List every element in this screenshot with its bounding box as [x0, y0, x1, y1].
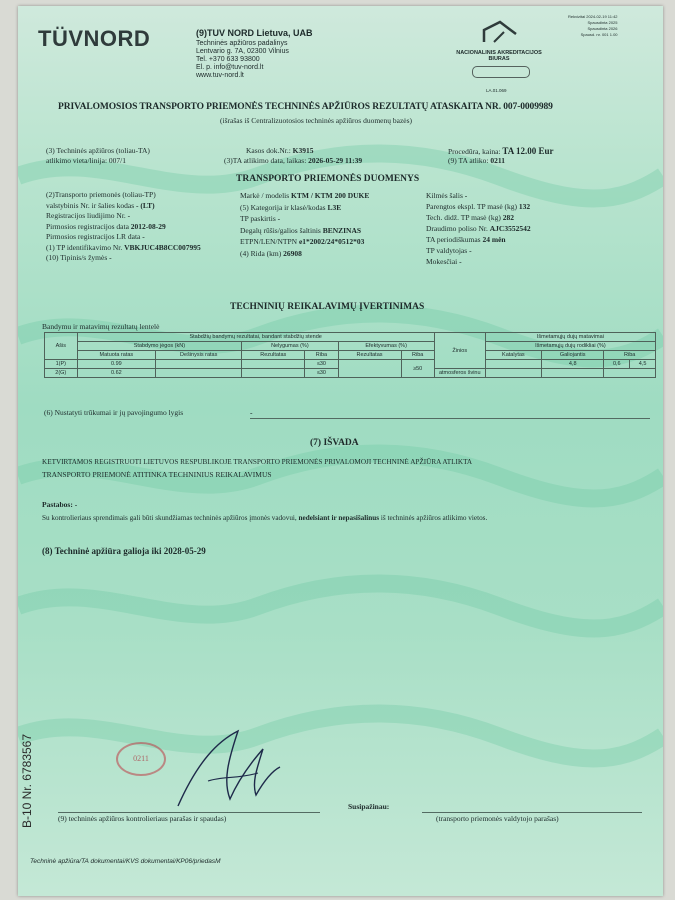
- owner-signature-line: [422, 812, 642, 813]
- issuer-line-5: www.tuv-nord.lt: [196, 72, 244, 79]
- table-row: 2(G) 0.62 ≤30 atmosferos švinu: [45, 369, 656, 378]
- inspector-id: (9) TA atliko: 0211: [448, 156, 505, 165]
- vehicle-field: (2)Transporto priemonės (toliau-TP): [46, 190, 156, 199]
- vehicle-field: (4) Rida (km) 26908: [240, 248, 302, 258]
- issuer-line-1: Techninės apžiūros padalinys: [196, 40, 288, 47]
- issuer-company: (9)TUV NORD Lietuva, UAB: [196, 28, 313, 38]
- vehicle-field: (1) TP identifikavimo Nr. VBKJUC4B8CC007995: [46, 242, 201, 252]
- accreditation-badge: [472, 66, 530, 78]
- acquainted-label: Susipažinau:: [348, 802, 390, 811]
- issuer-line-3: Tel. +370 633 93800: [196, 56, 260, 63]
- sub-unevenness: Nelygumas (%): [242, 342, 338, 351]
- conclusion-line-2: TRANSPORTO PRIEMONĖ ATITINKA TECHNINIUS REIKALAVIMUS: [42, 470, 272, 479]
- inspector-stamp: 0211: [116, 742, 166, 776]
- appeal-note: Su kontrolieriaus sprendimais gali būti skundžiamas techninės apžiūros įmonės vadovui, nedelsiant ir nepasišalinus iš techninės apžiūros atlikimo vietos.: [42, 514, 488, 522]
- defects-value: -: [250, 408, 253, 417]
- inspector-signature-caption: (9) techninės apžiūros kontrolieriaus parašas ir spaudas): [58, 814, 227, 823]
- table-row: 1(P) 0.99 ≤30 ≥50 4,8 0,6 4,5: [45, 360, 656, 369]
- vehicle-field: ETPN/LEN/NTPN e1*2002/24*0512*03: [240, 237, 365, 246]
- vehicle-field: Pirmosios registracijos data 2012-08-29: [46, 221, 166, 231]
- vehicle-middle-column: [240, 190, 369, 259]
- issuer-line-4: El. p. info@tuv-nord.lt: [196, 64, 264, 71]
- accreditation-logo-icon: [480, 20, 520, 46]
- vehicle-left-column: [46, 190, 201, 264]
- col-result: Rezultatas: [242, 351, 305, 360]
- vehicle-field: Degalų rūšis/galios šaltinis BENZINAS: [240, 225, 362, 235]
- col-axle: Ašis: [45, 333, 78, 360]
- validity: (8) Techninė apžiūra galioja iki 2028-05-29: [42, 546, 206, 556]
- vehicle-field: (10) Tipinis/s žymės -: [46, 253, 112, 262]
- vehicle-field: TP valdytojas -: [426, 246, 472, 255]
- tech-section-title: TECHNINIŲ REIKALAVIMŲ ĮVERTINIMAS: [230, 302, 425, 312]
- conclusion-line-1: KETVIRTAMOS REGISTRUOTI LIETUVOS RESPUBLIKOJE TRANSPORTO PRIEMONĖS PRIVALOMOJI TECHNINĖ APŽIŪRA ATLIKTA: [42, 458, 473, 466]
- defects-line: [250, 418, 650, 419]
- ta-label: (3) Techninės apžiūros (toliau-TA): [46, 146, 150, 155]
- col-result-2: Rezultatas: [338, 351, 401, 360]
- col-left: Dešinysis ratas: [156, 351, 242, 360]
- col-limit-2: Riba: [401, 351, 434, 360]
- measure-table-label: Bandymu ir matavimų rezultatų lentelė: [42, 322, 160, 331]
- accreditation-small-print: Rekvizitai 2024-02-19 11:42 Spausdinta 2025 Spausdinta 2026 Spausd. nr. 001 1.00: [568, 14, 618, 37]
- vehicle-field: Pirmosios registracijos LR data -: [46, 232, 145, 241]
- procedure-price: Procedūra, kaina: TA 12.00 Eur: [448, 146, 554, 156]
- measurement-table: [44, 332, 656, 378]
- report-title: PRIVALOMOSIOS TRANSPORTO PRIEMONĖS TECHNINĖS APŽIŪROS REZULTATŲ ATASKAITA NR. 007-0009989: [58, 102, 553, 112]
- vehicle-field: (5) Kategorija ir klasė/kodas L3E: [240, 202, 342, 212]
- issuer-line-2: Lentvario g. 7A, 02300 Vilnius: [196, 48, 289, 55]
- owner-signature-caption: (transporto priemonės valdytojo parašas): [436, 814, 559, 823]
- inspector-signature: [168, 721, 288, 811]
- sub-efficiency: Efektyvumas (%): [338, 342, 434, 351]
- conclusion-title: (7) IŠVADA: [310, 438, 359, 448]
- vehicle-right-column: [426, 190, 531, 267]
- col-fact: Riba: [604, 351, 656, 360]
- col-measured: Matuota ratas: [77, 351, 156, 360]
- footer-path: Techninė apžiūra/TA dokumentai/KVS dokumentai/KP06/priedasM: [30, 858, 221, 865]
- vehicle-field: TA periodiškumas 24 mėn: [426, 235, 506, 244]
- vehicle-field: Parengtos ekspl. TP masė (kg) 132: [426, 202, 531, 211]
- accreditation-code: LA.01.069: [486, 88, 507, 93]
- group-emission: Išmetamųjų dujų matavimai: [485, 333, 655, 342]
- vehicle-field: TP paskirtis -: [240, 214, 281, 223]
- col-limit: Riba: [305, 351, 338, 360]
- col-type: Katalytas: [485, 351, 541, 360]
- defects-label: (6) Nustatyti trūkumai ir jų pavojingumo lygis: [44, 408, 184, 417]
- notes-label: Pastabos: -: [42, 500, 78, 509]
- inspector-signature-line: [58, 812, 320, 813]
- vehicle-field: valstybinis Nr. ir šalies kodas - (LT): [46, 200, 155, 210]
- inspection-report-sheet: [18, 6, 663, 896]
- receipt-number: Kasos dok.Nr.: K3915: [246, 146, 314, 155]
- sub-emission: Išmetamųjų dujų rodikliai (%): [485, 342, 655, 351]
- tuv-nord-logo: TÜVNORD: [38, 26, 151, 51]
- inspection-time: (3)TA atlikimo data, laikas: 2026-05-29 11:39: [224, 156, 363, 165]
- sub-braking-force: Stabdymo jėgos (kN): [77, 342, 242, 351]
- background-wave-pattern: [18, 6, 663, 896]
- vehicle-field: Tech. didž. TP masė (kg) 282: [426, 213, 514, 222]
- vehicle-field: Kilmės šalis -: [426, 191, 468, 200]
- vehicle-field: Markė / modelis KTM / KTM 200 DUKE: [240, 191, 370, 200]
- vehicle-field: Mokesčiai -: [426, 257, 462, 266]
- form-serial-number: B-10 Nr. 6783567: [20, 733, 35, 829]
- vehicle-section-title: TRANSPORTO PRIEMONĖS DUOMENYS: [236, 174, 420, 184]
- inspection-place: atlikimo vieta/linija: 007/1: [46, 156, 126, 165]
- col-fuel: Žinios: [434, 333, 485, 369]
- accreditation-title: NACIONALINIS AKREDITACIJOS BIURAS: [456, 50, 542, 62]
- col-tested: Galiojantis: [541, 351, 603, 360]
- vehicle-field: Draudimo poliso Nr. AJC3552542: [426, 224, 531, 233]
- group-braking: Stabdžių bandymų rezultatai, bandant stabdžių stende: [77, 333, 434, 342]
- vehicle-field: Registracijos liudijimo Nr. -: [46, 211, 131, 220]
- report-subtitle: (išrašas iš Centralizuotosios techninės apžiūros duomenų bazės): [220, 116, 413, 125]
